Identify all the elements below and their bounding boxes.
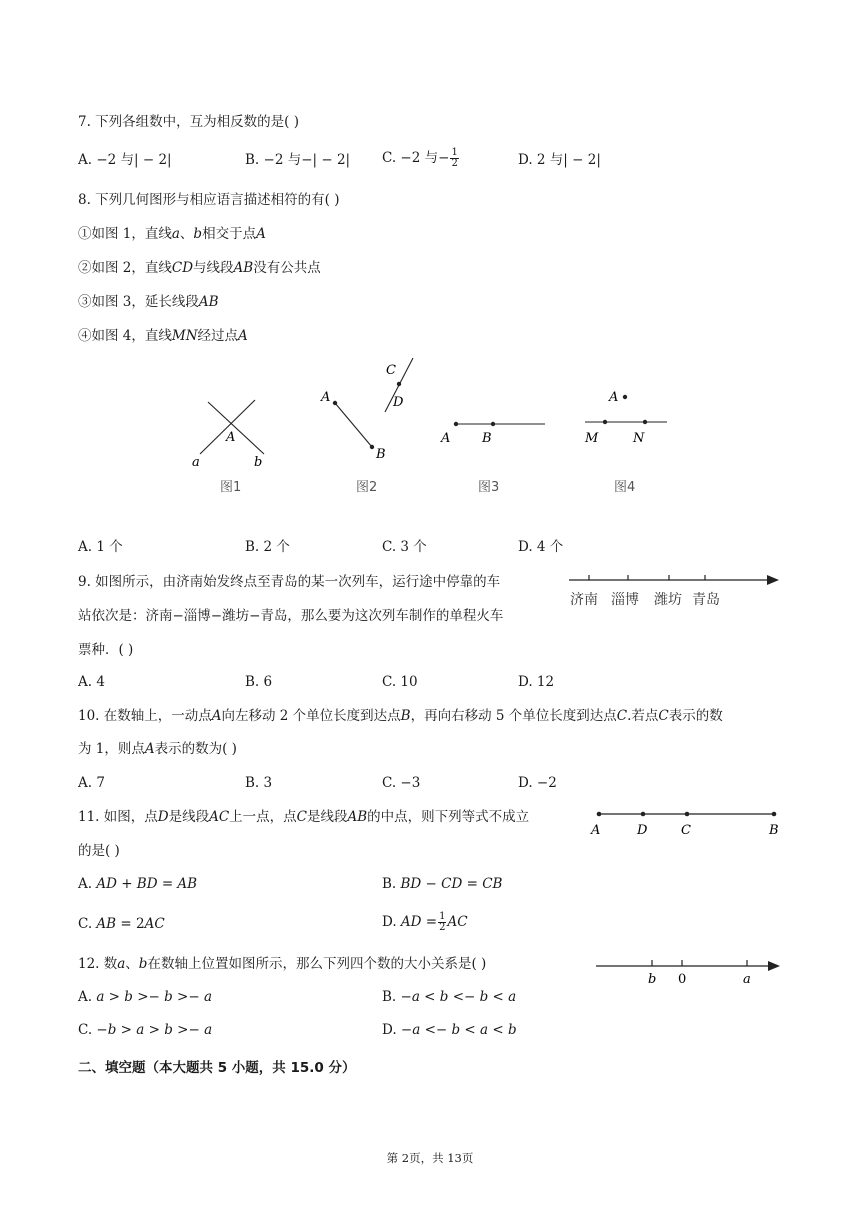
q11-option-d-suffix: 𝐴𝐶 (447, 914, 468, 930)
q11-option-d (382, 912, 468, 933)
q10-option-a: A. 7 (78, 775, 105, 791)
q11-stem-line-1: 11. 如图，点𝐷是线段𝐴𝐶上一点，点𝐶是线段𝐴𝐵的中点，则下列等式不成立 (78, 809, 530, 825)
q11-option-a: A. 𝐴𝐷 + 𝐵𝐷 = 𝐴𝐵 (78, 876, 198, 892)
q11-option-b: B. 𝐵𝐷 − 𝐶𝐷 = 𝐶𝐵 (382, 876, 503, 892)
q11-option-d-fraction (438, 912, 446, 933)
q12-option-a: A. 𝑎 > 𝑏 >− 𝑏 >− 𝑎 (78, 989, 213, 1005)
q7-stem: 7. 下列各组数中，互为相反数的是( ) (78, 114, 299, 130)
q8-statement-1: ①如图 1，直线𝑎、𝑏相交于点𝐴 (78, 226, 266, 242)
fig4-label-M: M (585, 431, 599, 446)
q10-option-c: C. −3 (382, 775, 421, 791)
q11-point-D: D (637, 823, 648, 838)
q11-point-C: C (681, 823, 691, 838)
q9-option-a: A. 4 (78, 674, 105, 690)
q11-d-numerator: 1 (439, 911, 446, 922)
q11-option-c: C. 𝐴𝐵 = 2𝐴𝐶 (78, 916, 165, 932)
fig2-label-A: A (321, 390, 331, 405)
q12-label-zero: 0 (678, 972, 687, 987)
q10-stem-line-2: 为 1，则点𝐴表示的数为( ) (78, 741, 237, 757)
fig1-label-A: A (226, 430, 236, 445)
q9-option-b: B. 6 (245, 674, 273, 690)
q7-option-b: B. −2 与−| − 2| (245, 152, 351, 168)
fig2-label-B: B (376, 447, 386, 462)
fig2-label-C: C (386, 363, 396, 378)
q12-number-line (590, 952, 790, 988)
q8-stem: 8. 下列几何图形与相应语言描述相符的有( ) (78, 192, 340, 208)
q8-option-c: C. 3 个 (382, 539, 427, 555)
q11-point-B: B (769, 823, 779, 838)
q11-segment-diagram (585, 802, 785, 842)
q8-statement-4: ④如图 4，直线𝑀𝑁经过点𝐴 (78, 328, 248, 344)
q8-statement-3: ③如图 3，延长线段𝐴𝐵 (78, 294, 219, 310)
q7-c-denominator: 2 (451, 158, 458, 169)
q11-point-A: A (591, 823, 601, 838)
fig3-segment (440, 422, 545, 495)
q8-option-a: A. 1 个 (78, 539, 123, 555)
q7-option-c-fraction (450, 148, 458, 169)
fig4-label-N: N (633, 431, 645, 446)
q8-statement-2: ②如图 2，直线𝐶𝐷与线段𝐴𝐵没有公共点 (78, 260, 321, 276)
q10-stem-line-1: 10. 在数轴上，一动点𝐴向左移动 2 个单位长度到达点𝐵，再向右移动 5 个单位长度到达点𝐶.若点𝐶表示的数 (78, 708, 723, 724)
page-footer: 第 2页，共 13页 (386, 1151, 474, 1165)
q9-stem-line-3: 票种．( ) (78, 642, 134, 658)
q12-option-d: D. −𝑎 <− 𝑏 < 𝑎 < 𝑏 (382, 1022, 517, 1038)
station-jinan: 济南 (570, 592, 598, 608)
fig3-caption: 图3 (478, 480, 500, 495)
q8-figures (0, 350, 860, 510)
q8-option-b: B. 2 个 (245, 539, 290, 555)
fig4-label-A: A (609, 390, 619, 405)
fig3-label-A: A (441, 431, 451, 446)
station-weifang: 潍坊 (654, 592, 682, 608)
fig1-caption: 图1 (220, 480, 242, 495)
fig4-caption: 图4 (614, 480, 636, 495)
fig4-line-and-point (584, 390, 667, 495)
fig1-label-a: a (192, 455, 200, 470)
q11-option-d-text: D. 𝐴𝐷 = (382, 914, 438, 930)
fig2-label-D: D (393, 395, 404, 410)
q12-label-a: a (743, 972, 751, 987)
q9-stem-line-2: 站依次是：济南−淄博−潍坊−青岛，那么要为这次列车制作的单程火车 (78, 608, 504, 624)
q12-stem: 12. 数𝑎、𝑏在数轴上位置如图所示，那么下列四个数的大小关系是( ) (78, 956, 487, 972)
fig1-crossing-lines (192, 400, 264, 495)
q10-option-d: D. −2 (518, 775, 557, 791)
q9-option-d: D. 12 (518, 674, 555, 690)
q10-option-b: B. 3 (245, 775, 273, 791)
q9-option-c: C. 10 (382, 674, 418, 690)
q9-route-diagram (565, 566, 785, 614)
q12-label-b: b (648, 972, 657, 987)
fig2-caption: 图2 (356, 480, 378, 495)
q12-option-c: C. −𝑏 > 𝑎 > 𝑏 >− 𝑎 (78, 1022, 213, 1038)
q11-d-denominator: 2 (439, 922, 446, 933)
q7-option-c-text: C. −2 与− (382, 150, 450, 166)
q7-option-d: D. 2 与| − 2| (518, 152, 601, 168)
station-qingdao: 青岛 (692, 592, 720, 608)
q8-option-d: D. 4 个 (518, 539, 564, 555)
q12-option-b: B. −𝑎 < 𝑏 <− 𝑏 < 𝑎 (382, 989, 517, 1005)
fig1-label-b: b (254, 455, 263, 470)
station-zibo: 淄博 (611, 592, 639, 608)
q9-stem-line-1: 9. 如图所示，由济南始发终点至青岛的某一次列车，运行途中停靠的车 (78, 574, 501, 590)
section-2-heading: 二、填空题（本大题共 5 小题，共 15.0 分） (78, 1060, 356, 1076)
q7-option-c (382, 148, 460, 169)
q7-option-a: A. −2 与| − 2| (78, 152, 172, 168)
fig3-label-B: B (482, 431, 492, 446)
q7-c-numerator: 1 (451, 147, 458, 158)
fig2-segment-and-line (320, 358, 413, 495)
q11-stem-line-2: 的是( ) (78, 843, 120, 859)
